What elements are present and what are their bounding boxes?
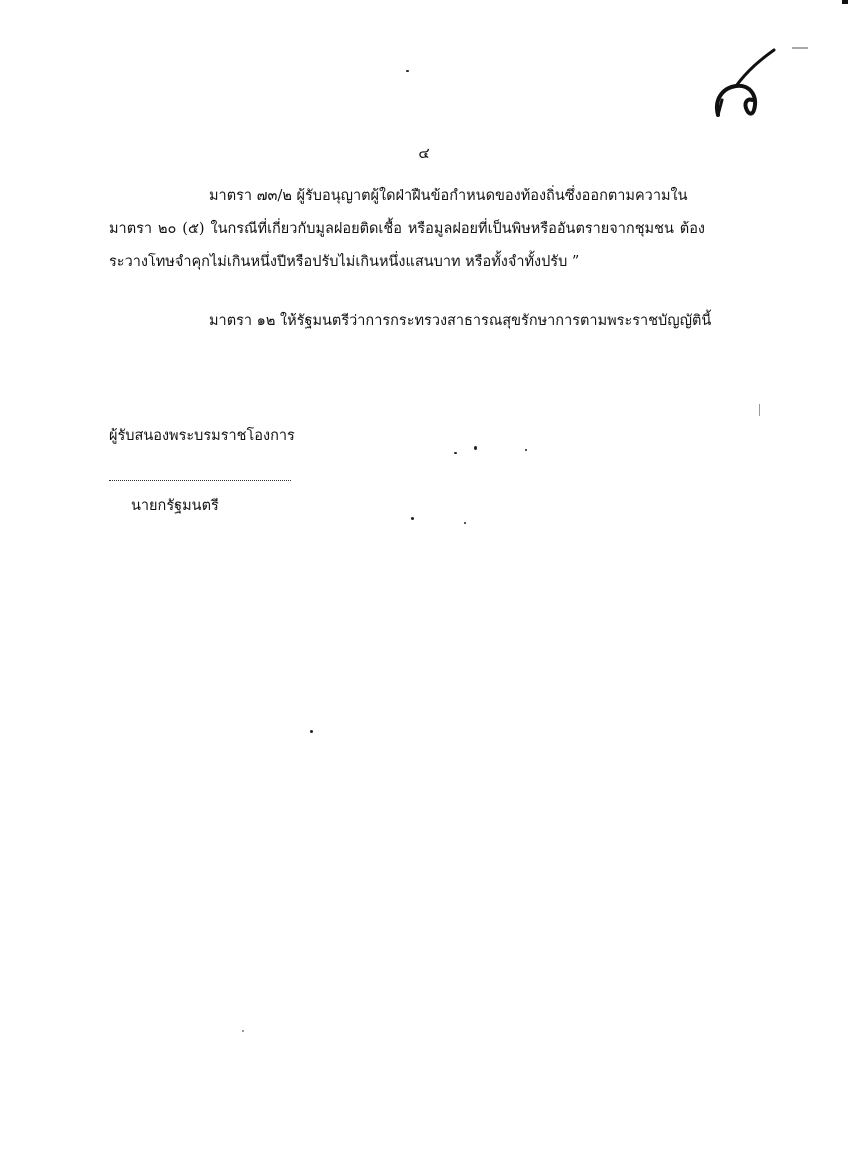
scan-speck	[525, 449, 527, 451]
signature-dotted-line	[109, 480, 291, 481]
handwritten-page-mark	[708, 40, 818, 130]
section-73-2-line-3: ระวางโทษจำคุกไม่เกินหนึ่งปีหรือปรับไม่เกินหนึ่งแสนบาท หรือทั้งจำทั้งปรับ ”	[109, 254, 580, 270]
scan-speck	[454, 452, 457, 454]
scan-speck	[464, 522, 466, 524]
page-number: ๔	[418, 144, 430, 162]
scan-corner-mark	[842, 0, 848, 4]
countersignature-label: ผู้รับสนองพระบรมราชโองการ	[109, 428, 295, 444]
scan-speck	[242, 1030, 244, 1032]
scan-speck	[310, 730, 313, 733]
section-12-paragraph: มาตรา ๑๒ ให้รัฐมนตรีว่าการกระทรวงสาธารณสุขรักษาการตามพระราชบัญญัตินี้	[209, 313, 712, 329]
scan-speck	[759, 404, 760, 416]
scan-speck	[411, 517, 414, 520]
section-73-2-line-2: มาตรา ๒๐ (๕) ในกรณีที่เกี่ยวกับมูลฝอยติดเชื้อ หรือมูลฝอยที่เป็นพิษหรืออันตรายจากชุมชน ต้อง	[109, 221, 705, 237]
scan-speck	[406, 70, 409, 72]
section-73-2-line-1: มาตรา ๗๓/๒ ผู้รับอนุญาตผู้ใดฝ่าฝืนข้อกำหนดของท้องถิ่นซึ่งออกตามความใน	[209, 188, 688, 204]
signatory-title: นายกรัฐมนตรี	[131, 498, 219, 514]
scan-speck	[474, 446, 477, 450]
section-73-2-paragraph	[109, 180, 705, 279]
